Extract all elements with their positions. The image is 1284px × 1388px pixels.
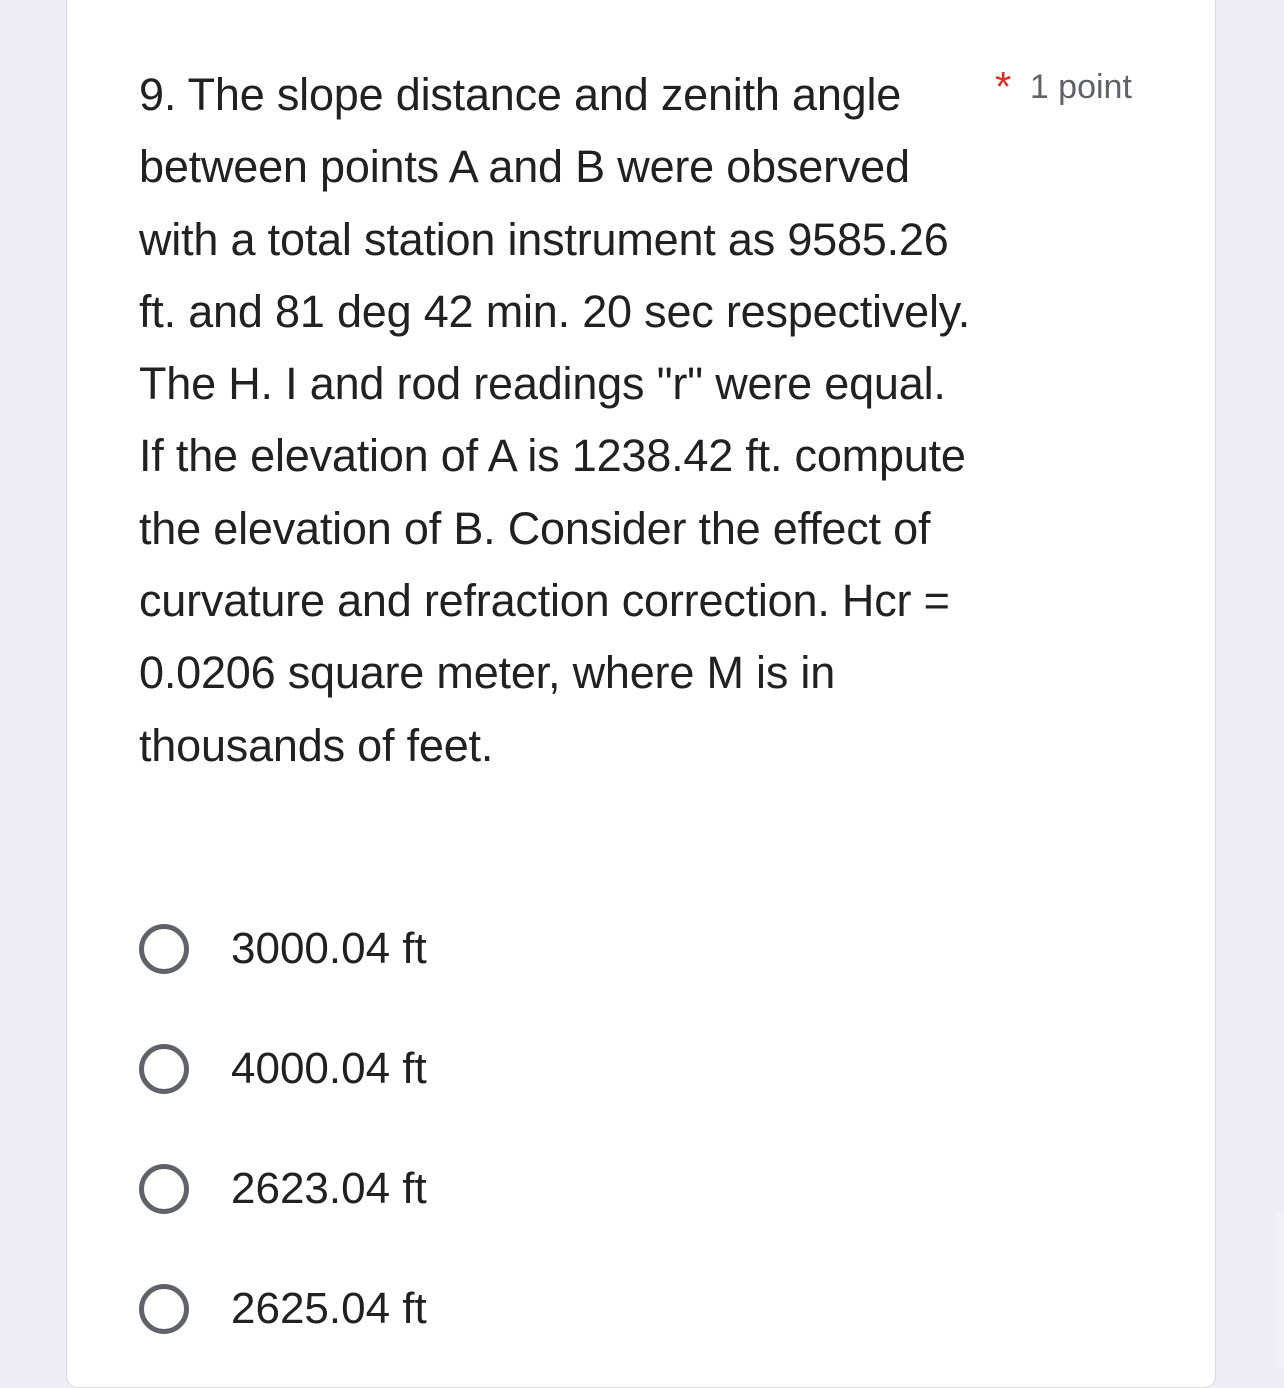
question-text: 9. The slope distance and zenith angle between points A and B were observed with a total station instrument as 9585.26 ft. and 81 deg 42 min. 20 sec respectively. The H. I and rod readings "r" were equal. If the elevation of A is 1238.42 ft. compute the elevation of B. Consider the effect of curvature and refraction correction. Hcr = 0.0206 square meter, where M is in thousands of feet.: [139, 69, 971, 771]
scrollbar-thumb[interactable]: [1276, 1212, 1284, 1369]
radio-button-icon[interactable]: [139, 1044, 189, 1094]
option-label: 4000.04 ft: [231, 1044, 427, 1093]
option-1[interactable]: [139, 889, 1039, 1009]
option-2[interactable]: [139, 1009, 1039, 1129]
option-label: 2623.04 ft: [231, 1164, 427, 1213]
option-label: 3000.04 ft: [231, 924, 427, 973]
answer-options: [139, 889, 1039, 1369]
question-header: [139, 59, 1149, 782]
radio-button-icon[interactable]: [139, 1284, 189, 1334]
option-4[interactable]: [139, 1249, 1039, 1369]
required-asterisk: *: [995, 63, 1012, 110]
radio-button-icon[interactable]: [139, 924, 189, 974]
radio-button-icon[interactable]: [139, 1164, 189, 1214]
question-meta: [995, 59, 1132, 115]
option-3[interactable]: [139, 1129, 1039, 1249]
points-label: 1 point: [1029, 68, 1132, 106]
question-card: [66, 0, 1216, 1388]
option-label: 2625.04 ft: [231, 1284, 427, 1333]
